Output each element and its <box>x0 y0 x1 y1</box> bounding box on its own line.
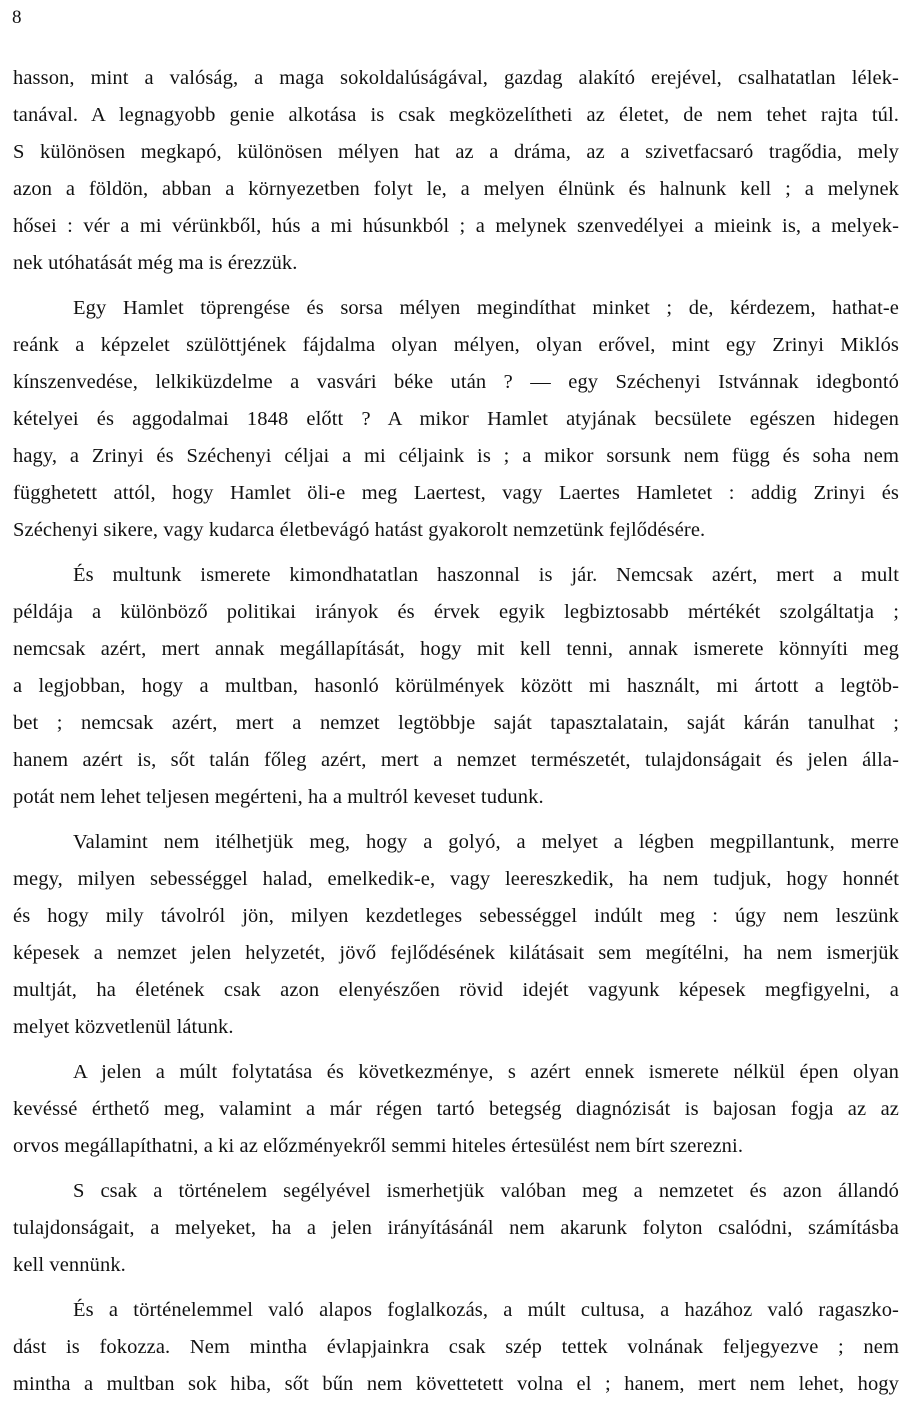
text-line: potát nem lehet teljesen megérteni, ha a multról keveset tudunk. <box>13 786 544 808</box>
text-line: nek utóhatását még ma is érezzük. <box>13 252 298 274</box>
text-line: a legjobban, hogy a multban, hasonló körülmények között mi használt, mi ártott a legtöb- <box>13 675 899 697</box>
paragraph <box>13 557 899 816</box>
text-line: bet ; nemcsak azért, mert a nemzet legtöbbje saját tapasztalatain, saját kárán tanulhat ; <box>13 712 899 734</box>
text-line: kételyei és aggodalmai 1848 előtt ? A mikor Hamlet atyjának becsülete egészen hidegen <box>13 408 899 430</box>
text-line: Egy Hamlet töprengése és sorsa mélyen megindíthat minket ; de, kérdezem, hathat-e <box>73 297 899 319</box>
text-line: azon a földön, abban a környezetben folyt le, a melyen élnünk és halnunk kell ; a melynek <box>13 178 899 200</box>
text-line: nemcsak azért, mert annak megállapítását, hogy mit kell tenni, annak ismerete könnyíti meg <box>13 638 899 660</box>
paragraph <box>13 1173 899 1284</box>
text-line: példája a különböző politikai irányok és érvek egyik legbiztosabb mértékét szolgáltatja ; <box>13 601 899 623</box>
text-line: hanem azért is, sőt talán főleg azért, mert a nemzet természetét, tulajdonságait és jelen álla- <box>13 749 899 771</box>
text-line: kevéssé érthető meg, valamint a már régen tartó betegség diagnózisát is bajosan fogja az az <box>13 1098 899 1120</box>
paragraph-gap <box>13 1284 899 1292</box>
text-line: És a történelemmel való alapos foglalkozás, a múlt cultusa, a hazához való ragaszko- <box>73 1299 899 1321</box>
text-line: hasson, mint a valóság, a maga sokoldalúságával, gazdag alakító erejével, csalhatatlan lélek- <box>13 67 899 89</box>
text-line: hősei : vér a mi vérünkből, hús a mi húsunkból ; a melynek szenvedélyei a mieink is, a melyek- <box>13 215 899 237</box>
text-line: megy, milyen sebességgel halad, emelkedik-e, vagy leereszkedik, ha nem tudjuk, hogy honnét <box>13 868 899 890</box>
paragraph <box>13 1054 899 1165</box>
text-line: S különösen megkapó, különösen mélyen hat az a dráma, az a szivetfacsaró tragődia, mely <box>13 141 899 163</box>
text-line: mintha a multban sok hiba, sőt bűn nem követtetett volna el ; hanem, mert nem lehet, hogy <box>13 1373 899 1395</box>
paragraph <box>13 60 899 282</box>
text-line: Széchenyi sikere, vagy kudarca életbevágó hatást gyakorolt nemzetünk fejlődésére. <box>13 519 706 541</box>
text-line: dást is fokozza. Nem mintha évlapjainkra csak szép tettek volnának feljegyezve ; nem <box>13 1336 899 1358</box>
text-line: multját, ha életének csak azon elenyészően rövid idejét vagyunk képesek megfigyelni, a <box>13 979 899 1001</box>
page-number: 8 <box>12 7 22 28</box>
text-line: S csak a történelem segélyével ismerhetjük valóban meg a nemzetet és azon állandó <box>73 1180 899 1202</box>
paragraph <box>13 1292 899 1403</box>
paragraph-gap <box>13 549 899 557</box>
text-line: kell vennünk. <box>13 1254 126 1276</box>
text-line: És multunk ismerete kimondhatatlan haszonnal is jár. Nemcsak azért, mert a mult <box>73 564 899 586</box>
text-line: reánk a képzelet szülöttjének fájdalma olyan mélyen, olyan erővel, mint egy Zrinyi Miklós <box>13 334 899 356</box>
text-line: hagy, a Zrinyi és Széchenyi céljai a mi céljaink is ; a mikor sorsunk nem függ és soha nem <box>13 445 899 467</box>
paragraph <box>13 290 899 549</box>
text-line: melyet közvetlenül látunk. <box>13 1016 234 1038</box>
text-line: tulajdonságait, a melyeket, ha a jelen irányításánál nem akarunk folyton csalódni, számításba <box>13 1217 899 1239</box>
paragraph-gap <box>13 1165 899 1173</box>
text-line: orvos megállapíthatni, a ki az előzményekről semmi hiteles értesülést nem bírt szerezni. <box>13 1135 744 1157</box>
text-line: kínszenvedése, lelkiküzdelme a vasvári béke után ? — egy Széchenyi Istvánnak idegbontó <box>13 371 899 393</box>
text-line: tanával. A legnagyobb genie alkotása is csak megközelítheti az életet, de nem tehet rajta túl. <box>13 104 899 126</box>
text-line: Valamint nem itélhetjük meg, hogy a golyó, a melyet a légben megpillantunk, merre <box>73 831 899 853</box>
text-line: képesek a nemzet jelen helyzetét, jövő fejlődésének kilátásait sem megítélni, ha nem ismerjük <box>13 942 899 964</box>
text-line: függhetett attól, hogy Hamlet öli-e meg Laertest, vagy Laertes Hamletet : addig Zrinyi és <box>13 482 899 504</box>
text-line: A jelen a múlt folytatása és következménye, s azért ennek ismerete nélkül épen olyan <box>73 1061 899 1083</box>
text-line: és hogy mily távolról jön, milyen kezdetleges sebességgel indúlt meg : úgy nem leszünk <box>13 905 899 927</box>
paragraph <box>13 824 899 1046</box>
paragraph-gap <box>13 282 899 290</box>
text-body <box>13 60 899 1403</box>
paragraph-gap <box>13 816 899 824</box>
paragraph-gap <box>13 1046 899 1054</box>
